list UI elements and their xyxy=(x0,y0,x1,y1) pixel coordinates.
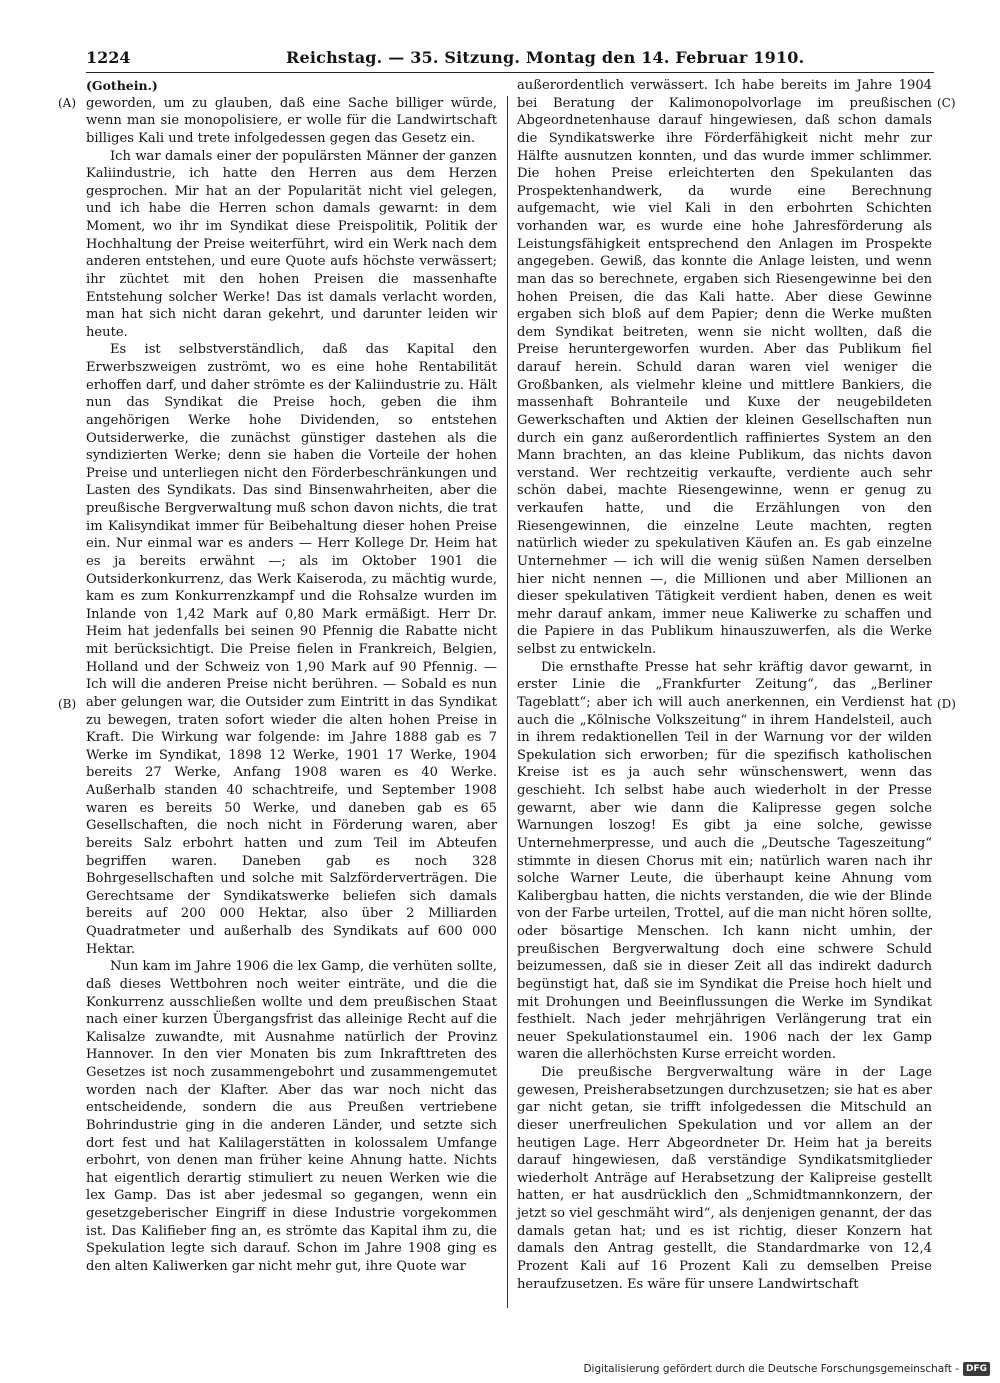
credit-text: Digitalisierung gefördert durch die Deutsche Forschungsgemeinschaft - xyxy=(583,1363,959,1375)
left-column xyxy=(86,77,497,1276)
page-header xyxy=(86,46,931,70)
margin-mark-b: (B) xyxy=(58,697,77,711)
paragraph: Nun kam im Jahre 1906 die lex Gamp, die verhüten sollte, daß dieses Wettbohren noch weiter einträte, und die die Konkurrenz ausschließen wollte und dem preußischen Staat nach einer kurzen Übergangsfrist das alleinige Recht auf die Kalisalze zuwandte, mit Ausnahme natürlich der Provinz Hannover. In den vier Monaten bis zum Inkrafttreten des Gesetzes ist noch zusammengebohrt und zusammengemutet worden nach der Klafter. Aber das war noch nicht das entscheidende, sondern die aus Preußen vertriebene Bohrindustrie ging in die anderen Länder, und setzte sich dort fest und hat Kalilagerstätten in kolossalem Umfange erbohrt, von denen man früher keine Ahnung hatte. Nichts hat eigentlich derartig stimuliert zu neuen Werken wie die lex Gamp. Das ist aber jedesmal so gegangen, wenn ein gesetzgeberischer Eingriff in diese Industrie vorgekommen ist. Das Kalifieber fing an, es strömte das Kapital ihm zu, die Spekulation legte sich darauf. Schon im Jahre 1908 ging es den alten Kaliwerken gar nicht mehr gut, ihre Quote war xyxy=(86,959,497,1274)
margin-mark-c: (C) xyxy=(937,96,956,110)
paragraph: Ich war damals einer der populärsten Männer der ganzen Kaliindustrie, ich hatte den Herren aus dem Herzen gesprochen. Mir hat an der Popularität nicht viel gelegen, und ich habe die Herren schon damals gewarnt: in dem Moment, wo ihr im Syndikat diese Preispolitik, Politik der Hochhaltung der Preise weiterführt, wird ein Werk nach dem anderen entstehen, und eure Quote aufs höchste verwässert; ihr züchtet mit den hohen Preisen die massenhafte Entstehung solcher Werke! Das ist damals verlacht worden, man hat sich nicht daran gekehrt, und darunter leiden wir heute. xyxy=(86,148,497,340)
speaker-label: (Gothein.) xyxy=(86,78,158,93)
paragraph: geworden, um zu glauben, daß eine Sache billiger würde, wenn man sie monopolisiere, er wolle für die Landwirtschaft billiges Kali und trete infolgedessen gegen das Gesetz ein. xyxy=(86,95,497,146)
right-column xyxy=(517,77,932,1293)
margin-mark-d: (D) xyxy=(937,697,956,711)
running-title: Reichstag. — 35. Sitzung. Montag den 14. Februar 1910. xyxy=(286,48,805,67)
dfg-logo-icon: DFG xyxy=(963,1362,990,1376)
digitization-credit xyxy=(520,1362,990,1376)
header-rule xyxy=(86,72,934,73)
paragraph: Es ist selbstverständlich, daß das Kapital den Erwerbszweigen zuströmt, wo es eine hohe Rentabilität erhoffen darf, und daher strömte es der Kaliindustrie zu. Hält nun das Syndikat die Preise hoch, geben die ihm angehörigen Werke hohe Dividenden, so entstehen Outsiderwerke, die zunächst günstiger dastehen als die syndizierten Werke; denn sie haben die Vorteile der hohen Preise und unterliegen nicht den Förderbeschränkungen und Lasten des Syndikats. Das sind Binsenwahrheiten, aber die preußische Bergverwaltung muß schon davon nichts, die trat im Kalisyndikat immer für Beibehaltung dieser hohen Preise ein. Nur einmal war es anders — Herr Kollege Dr. Heim hat es ja bereits erwähnt —; als im Oktober 1901 die Outsiderkonkurrenz, das Werk Kaiseroda, zu mächtig wurde, kam es zum Konkurrenzkampf und die Rohsalze wurden im Inlande von 1,42 Mark auf 0,80 Mark ermäßigt. Herr Dr. Heim hat jedenfalls bei seinen 90 Pfennig die Rabatte nicht mit berücksichtigt. Die Preise fielen in Frankreich, Belgien, Holland und der Schweiz von 1,90 Mark auf 90 Pfennig. — Ich will die anderen Preise nicht berühren. — Sobald es nun aber gelungen war, die Outsider zum Eintritt in das Syndikat zu bewegen, traten sofort wieder die alten hohen Preise in Kraft. Die Wirkung war folgende: im Jahre 1888 gab es 7 Werke im Syndikat, 1898 12 Werke, 1901 17 Werke, 1904 bereits 27 Werke, Anfang 1908 waren es 40 Werke. Außerhalb standen 40 schachtreife, und September 1908 waren es bereits 50 Werke, und daneben gab es 65 Gesellschaften, die noch nicht in Förderung waren, aber bereits Salz erbohrt hatten und zum Teil im Abteufen begriffen waren. Daneben gab es noch 328 Bohrgesellschaften und solche mit Salzförderverträgen. Die Gerechtsame der Syndikatswerke beliefen sich damals bereits auf 200 000 Hektar, also über 2 Milliarden Quadratmeter und außerhalb des Syndikats auf 600 000 Hektar. xyxy=(86,342,497,957)
column-divider xyxy=(507,96,508,1308)
margin-mark-a: (A) xyxy=(58,96,77,110)
paragraph: außerordentlich verwässert. Ich habe bereits im Jahre 1904 bei Beratung der Kalimonopolvorlage im preußischen Abgeordnetenhause darauf hingewiesen, daß schon damals die Syndikatswerke ihre Förderfähigkeit nicht mehr zur Hälfte ausnutzen konnten, und das wurde immer schlimmer. Die hohen Preise erleichterten den Spekulanten das Prospektenhandwerk, da wurde eine Berechnung aufgemacht, wie viel Kali in den erbohrten Schichten vorhanden war, es wurde eine hohe Jahresförderung als Leistungsfähigkeit entsprechend den Anlagen im Prospekte angegeben. Gewiß, das konnte die Anlage leisten, und wenn man das so berechnete, ergaben sich Riesengewinne bei den hohen Preisen, die das Kali hatte. Aber diese Gewinne ergaben sich bloß auf dem Papier; denn die Werke mußten dem Syndikat beitreten, wenn sie nicht wollten, daß die Preise heruntergeworfen wurden. Aber das Publikum fiel darauf herein. Schuld daran waren viel weniger die Großbanken, als vielmehr kleine und mittlere Bankiers, die massenhaft Bohranteile und Kuxe der neugebildeten Gewerkschaften und Aktien der kleinen Gesellschaften nun durch ein ganz außerordentlich raffiniertes System an den Mann brachten, an das kleine Publikum, das nichts davon verstand. Wer rechtzeitig verkaufte, verdiente auch sehr schön dabei, machte Riesengewinne, wenn er genug zu verkaufen hatte, und die Erzählungen von den Riesengewinnen, die einzelne Leute machten, regten natürlich wieder zu spekulativen Käufen an. Es gab einzelne Unternehmer — ich will die wenig süßen Namen derselben hier nicht nennen —, die Millionen und aber Millionen an dieser spekulativen Tätigkeit verdient haben, denen es weit mehr darauf ankam, immer neue Kaliwerke zu schaffen und die Papiere in das Publikum hinauszuwerfen, als die Werke selbst zu entwickeln. xyxy=(517,78,932,657)
page-number: 1224 xyxy=(86,48,131,67)
paragraph: Die preußische Bergverwaltung wäre in der Lage gewesen, Preisherabsetzungen durchzusetzen; sie hat es aber gar nicht getan, sie trifft infolgedessen die Mitschuld an dieser unerfreulichen Spekulation und vor allem an der heutigen Lage. Herr Abgeordneter Dr. Heim hat ja bereits darauf hingewiesen, daß verständige Syndikatsmitglieder wiederholt Anträge auf Herabsetzung der Kalipreise gestellt hatten, er hat ausdrücklich den „Schmidtmannkonzern, der jetzt so viel geschmäht wird“, als denjenigen genannt, der das damals getan hat; und es ist richtig, dieser Konzern hat damals den Antrag gestellt, die Standardmarke von 12,4 Prozent Kali auf 16 Prozent Kali zu demselben Preise heraufzusetzen. Es wäre für unsere Landwirtschaft xyxy=(517,1065,932,1292)
paragraph: Die ernsthafte Presse hat sehr kräftig davor gewarnt, in erster Linie die „Frankfurter Zeitung“, das „Berliner Tageblatt“; aber ich will auch anerkennen, ein Verdienst hat auch die „Kölnische Volkszeitung“ in ihrem Handelsteil, auch in ihrem redaktionellen Teil in der Warnung vor der wilden Spekulation sich erworben; für die spezifisch katholischen Kreise ist es ja auch sehr wünschenswert, wenn das geschieht. Ich selbst habe auch wiederholt in der Presse gewarnt, aber wie dann die Kalipresse gegen solche Warnungen loszog! Es gibt ja eine solche, gewisse Unternehmerpresse, und auch die „Deutsche Tageszeitung“ stimmte in diesen Chorus mit ein; natürlich waren nach ihr solche Warner Leute, die überhaupt keine Ahnung vom Kalibergbau hatten, die nichts verstanden, die wie der Blinde von der Farbe urteilen, Trottel, auf die man nicht hören sollte, oder bösartige Menschen. Ich kann nicht umhin, der preußischen Bergverwaltung doch eine schwere Schuld beizumessen, daß sie in dieser Zeit all das indirekt dadurch begünstigt hat, daß sie im Syndikat die Preise hoch hielt und mit Drohungen und Beeinflussungen die Werke im Syndikat festhielt. Nach jeder mehrjährigen Verlängerung trat ein neuer Spekulationstaumel ein. 1906 nach der lex Gamp waren die allerhöchsten Kurse erreicht worden. xyxy=(517,659,932,1063)
